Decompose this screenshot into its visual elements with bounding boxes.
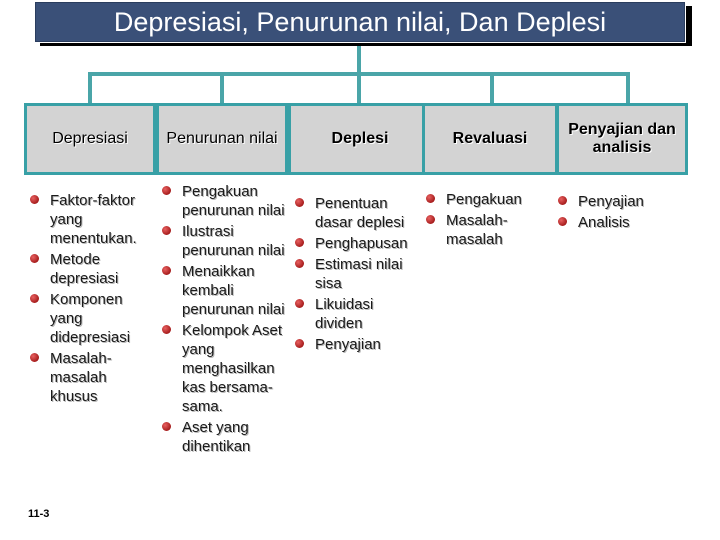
list-item: Faktor-faktor yang menentukan. <box>30 191 148 248</box>
bullet-icon <box>162 325 171 334</box>
list-item: Pengakuan penurunan nilai <box>162 182 286 220</box>
box-label: Penurunan nilai <box>166 130 278 147</box>
list-item: Penyajian <box>295 335 425 354</box>
page-number: 11-3 <box>28 508 50 520</box>
list-item: Analisis <box>558 213 686 232</box>
list-penurunan-nilai <box>162 182 286 458</box>
page-title: Depresiasi, Penurunan nilai, Dan Deplesi <box>34 1 686 43</box>
connector-trunk <box>357 46 361 74</box>
bullet-icon <box>426 215 435 224</box>
bullet-icon <box>162 186 171 195</box>
connector-drop-1 <box>88 72 92 104</box>
list-penyajian-analisis <box>558 192 686 234</box>
list-item: Penghapusan <box>295 234 425 253</box>
box-label: Deplesi <box>331 130 389 147</box>
box-label: Revaluasi <box>452 130 528 147</box>
list-revaluasi <box>426 190 554 251</box>
box-label: Depresiasi <box>52 130 128 147</box>
box-penurunan-nilai <box>156 103 288 175</box>
box-penyajian-analisis <box>556 103 688 175</box>
bullet-icon <box>426 194 435 203</box>
bullet-icon <box>558 196 567 205</box>
list-item: Likuidasi dividen <box>295 295 425 333</box>
list-item: Ilustrasi penurunan nilai <box>162 222 286 260</box>
list-item: Pengakuan <box>426 190 554 209</box>
bullet-icon <box>295 259 304 268</box>
list-item: Kelompok Aset yang menghasilkan kas bersama-sama. <box>162 321 286 416</box>
connector-drop-5 <box>626 72 630 104</box>
box-depresiasi <box>24 103 156 175</box>
bullet-icon <box>162 422 171 431</box>
bullet-icon <box>295 198 304 207</box>
bullet-icon <box>295 238 304 247</box>
list-item: Masalah-masalah khusus <box>30 349 148 406</box>
connector-drop-3 <box>357 72 361 104</box>
list-item: Penyajian <box>558 192 686 211</box>
list-item: Komponen yang didepresiasi <box>30 290 148 347</box>
list-item: Penentuan dasar deplesi <box>295 194 425 232</box>
connector-drop-2 <box>220 72 224 104</box>
list-item: Masalah-masalah <box>426 211 554 249</box>
bullet-icon <box>30 254 39 263</box>
connector-drop-4 <box>490 72 494 104</box>
list-item: Metode depresiasi <box>30 250 148 288</box>
box-revaluasi <box>422 103 558 175</box>
list-depresiasi <box>30 191 148 408</box>
bullet-icon <box>30 353 39 362</box>
list-item: Aset yang dihentikan <box>162 418 286 456</box>
bullet-icon <box>162 226 171 235</box>
bullet-icon <box>162 266 171 275</box>
list-item: Estimasi nilai sisa <box>295 255 425 293</box>
list-item: Menaikkan kembali penurunan nilai <box>162 262 286 319</box>
bullet-icon <box>30 195 39 204</box>
bullet-icon <box>295 299 304 308</box>
box-deplesi <box>288 103 432 175</box>
bullet-icon <box>30 294 39 303</box>
list-deplesi <box>295 194 425 356</box>
box-label: Penyajian dan analisis <box>568 121 676 156</box>
bullet-icon <box>558 217 567 226</box>
bullet-icon <box>295 339 304 348</box>
